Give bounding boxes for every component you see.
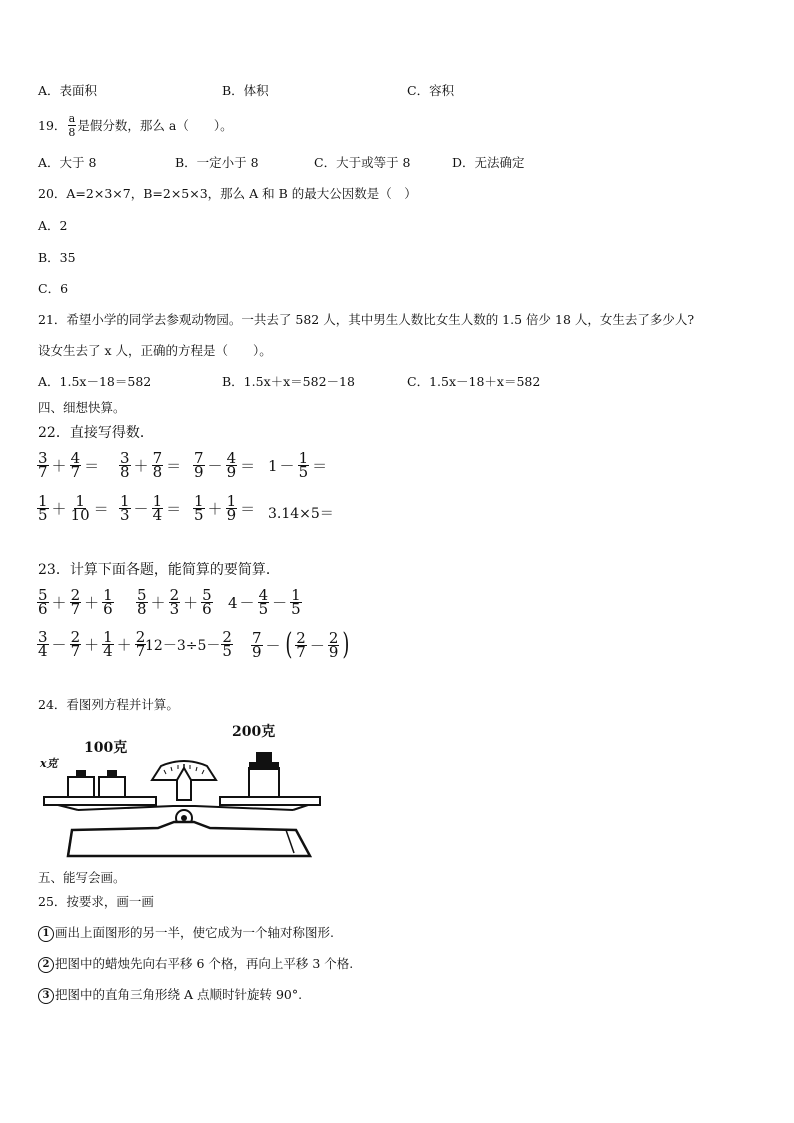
q22-title: 22．直接写得数． <box>38 425 154 441</box>
label-100-grams: 100克 <box>84 740 128 756</box>
q19-frac-denominator: 8 <box>68 126 76 139</box>
q22-expr-3: $\frac{7}{9}$ － $\frac{4}{9}$ ＝ <box>194 449 256 481</box>
q20-option-c: C．6 <box>38 281 69 296</box>
label-x-grams: x克 <box>40 757 58 770</box>
q20-option-a: A．2 <box>38 218 68 233</box>
q18-option-b: B．体积 <box>222 83 269 98</box>
q23-expr-2: $\frac{5}{8}$ ＋ $\frac{2}{3}$ ＋ $\frac{5}{6}$ <box>137 586 212 618</box>
balance-scale-icon <box>38 718 328 863</box>
q19-option-a: A．大于 8 <box>38 155 97 170</box>
q23-expr-6: $\frac{7}{9}$ － ( $\frac{2}{7}$ － $\frac{2}{9}$ ) <box>252 627 350 662</box>
q23-expr-4: $\frac{3}{4}$ － $\frac{2}{7}$ ＋ $\frac{1}{4}$ ＋ $\frac{2}{7}$ <box>38 628 146 660</box>
q22-expr-5: $\frac{1}{5}$ ＋ $\frac{1}{10}$ ＝ <box>38 492 109 524</box>
q24-title: 24．看图列方程并计算。 <box>38 697 179 712</box>
q22-expr-4: 1 － $\frac{1}{5}$ ＝ <box>268 449 328 481</box>
q18-option-a: A．表面积 <box>38 83 98 98</box>
q19-fraction <box>67 112 76 139</box>
q18-option-c: C．容积 <box>407 83 455 98</box>
q21-option-a: A．1.5x－18＝582 <box>38 374 152 389</box>
q22-expr-8: 3.14×5＝ <box>268 506 334 522</box>
circled-number-icon: 1 <box>38 926 54 942</box>
left-paren: ( <box>284 627 292 662</box>
section-4-heading: 四、细想快算。 <box>38 400 126 415</box>
q21-stem-line2: 设女生去了 x 人，正确的方程是（ ）。 <box>38 343 272 358</box>
q23-expr-1: $\frac{5}{6}$ ＋ $\frac{2}{7}$ ＋ $\frac{1}{6}$ <box>38 586 113 618</box>
q23-title: 23．计算下面各题，能简算的要简算． <box>38 562 280 578</box>
q22-expr-1: $\frac{3}{7}$ ＋ $\frac{4}{7}$ ＝ <box>38 449 100 481</box>
q25-item-3: 3 把图中的直角三角形绕 A 点顺时针旋转 90°. <box>38 987 302 1004</box>
q25-item-1: 1 画出上面图形的另一半，使它成为一个轴对称图形. <box>38 925 334 942</box>
q19-frac-numerator: a <box>68 112 76 125</box>
section-5-heading: 五、能写会画。 <box>38 870 126 885</box>
q19-number: 19． <box>38 117 67 133</box>
q19-option-c: C．大于或等于 8 <box>314 155 411 170</box>
q20-stem: 20．A=2×3×7，B=2×5×3，那么 A 和 B 的最大公因数是（ ） <box>38 186 417 201</box>
q21-option-c: C．1.5x－18＋x＝582 <box>407 374 541 389</box>
circled-number-icon: 2 <box>38 957 54 973</box>
q23-expr-5: 12－3÷5－ $\frac{2}{5}$ <box>145 628 232 660</box>
label-200-grams: 200克 <box>232 724 276 740</box>
balance-scale-figure <box>38 718 328 863</box>
q19-stem <box>38 112 233 139</box>
q22-expr-7: $\frac{1}{5}$ ＋ $\frac{1}{9}$ ＝ <box>194 492 256 524</box>
q19-option-d: D．无法确定 <box>452 155 525 170</box>
q20-option-b: B．35 <box>38 250 76 265</box>
q19-option-b: B．一定小于 8 <box>175 155 259 170</box>
q25-title: 25．按要求，画一画 <box>38 894 154 909</box>
q23-expr-3: 4 － $\frac{4}{5}$ － $\frac{1}{5}$ <box>228 586 301 618</box>
q19-text: 是假分数，那么 a（ ）。 <box>77 117 233 133</box>
q21-stem-line1: 21．希望小学的同学去参观动物园。一共去了 582 人，其中男生人数比女生人数的 1.5 倍少 18 人，女生去了多少人? <box>38 312 695 327</box>
q22-expr-2: $\frac{3}{8}$ ＋ $\frac{7}{8}$ ＝ <box>120 449 182 481</box>
q22-expr-6: $\frac{1}{3}$ － $\frac{1}{4}$ ＝ <box>120 492 182 524</box>
q25-item-2: 2 把图中的蜡烛先向右平移 6 个格，再向上平移 3 个格. <box>38 956 353 973</box>
circled-number-icon: 3 <box>38 988 54 1004</box>
q21-option-b: B．1.5x＋x＝582－18 <box>222 374 355 389</box>
right-paren: ) <box>342 627 350 662</box>
